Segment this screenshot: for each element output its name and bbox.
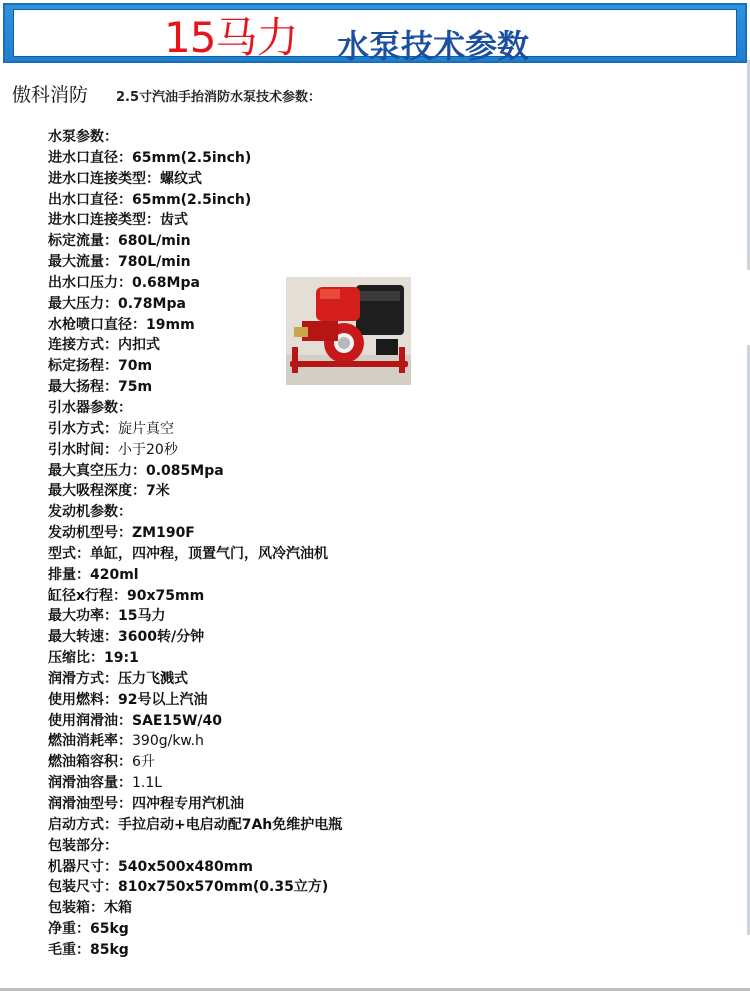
- spec-value: 木箱: [104, 900, 132, 917]
- spec-value: 四冲程专用汽机油: [132, 796, 244, 812]
- spec-label: 包装箱：: [48, 900, 104, 917]
- spec-row: [48, 940, 342, 961]
- spec-row: [48, 731, 342, 752]
- spec-label: 连接方式：: [48, 337, 118, 354]
- spec-value: 70m: [118, 358, 153, 375]
- spec-label: 燃油箱容积：: [48, 754, 132, 771]
- spec-row: [48, 461, 342, 482]
- spec-row: [48, 565, 342, 586]
- spec-label: 最大转速：: [48, 629, 118, 646]
- spec-label: 引水时间：: [48, 441, 118, 458]
- spec-row: [48, 752, 342, 773]
- spec-label: 标定扬程：: [48, 358, 118, 375]
- spec-label: 进水口连接类型：: [48, 212, 160, 229]
- spec-row: [48, 919, 342, 940]
- spec-row: [48, 669, 342, 690]
- spec-label: 压缩比：: [48, 650, 104, 667]
- spec-label: 燃油消耗率：: [48, 733, 132, 750]
- spec-row: [48, 606, 342, 627]
- shop-name: 傲科消防: [12, 84, 89, 106]
- spec-value: 6升: [132, 754, 155, 771]
- spec-label: 水枪喷口直径：: [48, 316, 146, 333]
- spec-value: 齿式: [160, 212, 188, 229]
- spec-row: [48, 857, 342, 878]
- header-banner: [3, 3, 747, 63]
- spec-value: 85kg: [90, 941, 129, 958]
- spec-value: 65kg: [90, 921, 129, 938]
- spec-value: 压力飞溅式: [118, 670, 188, 687]
- spec-label: 最大吸程深度：: [48, 483, 146, 500]
- spec-label: 水泵参数：: [48, 129, 118, 145]
- spec-label: 润滑油容量：: [48, 775, 132, 792]
- spec-row: [48, 481, 342, 502]
- spec-value: 90x75mm: [127, 587, 205, 604]
- spec-label: 使用燃料：: [48, 691, 118, 708]
- spec-row: [48, 815, 342, 836]
- spec-value: 0.78Mpa: [118, 295, 186, 312]
- spec-label: 润滑油型号：: [48, 796, 132, 812]
- spec-label: 最大真空压力：: [48, 462, 146, 479]
- spec-label: 出水口直径：: [48, 191, 132, 208]
- spec-row: [48, 190, 342, 211]
- spec-value: 19mm: [146, 316, 195, 333]
- spec-row: [48, 419, 342, 440]
- spec-value: 680L/min: [118, 233, 191, 250]
- spec-label: 机器尺寸：: [48, 858, 118, 875]
- fire-pump-image: [286, 277, 411, 385]
- spec-label: 使用润滑油：: [48, 712, 132, 729]
- spec-label: 出水口压力：: [48, 274, 132, 291]
- spec-row: [48, 252, 342, 273]
- spec-value: 内扣式: [118, 337, 160, 354]
- spec-value: 螺纹式: [160, 170, 202, 187]
- spec-row: [48, 711, 342, 732]
- spec-label: 润滑方式：: [48, 670, 118, 687]
- spec-label: 引水方式：: [48, 420, 118, 437]
- spec-label: 标定流量：: [48, 233, 118, 250]
- spec-label: 发动机型号：: [48, 525, 132, 542]
- spec-row: [48, 690, 342, 711]
- spec-label: 缸径x行程：: [48, 587, 128, 604]
- spec-subtitle: 2.5寸汽油手抬消防水泵技术参数：: [116, 90, 322, 105]
- spec-value: 420ml: [90, 566, 139, 583]
- spec-label: 启动方式：: [48, 816, 118, 833]
- spec-value: 65mm(2.5inch): [132, 191, 252, 208]
- spec-row: [48, 502, 342, 523]
- spec-value: 92号以上汽油: [118, 691, 208, 708]
- spec-row: [48, 148, 342, 169]
- spec-label: 最大功率：: [48, 608, 118, 625]
- spec-value: 65mm(2.5inch): [132, 149, 252, 166]
- spec-label: 最大扬程：: [48, 379, 118, 396]
- spec-value: 540x500x480mm: [118, 858, 253, 875]
- title-pump-specs: 水泵技术参数: [337, 27, 530, 65]
- pump-photo: [286, 277, 411, 385]
- spec-label: 排量：: [48, 566, 90, 583]
- spec-label: 引水器参数：: [48, 399, 132, 416]
- spec-row: [48, 898, 342, 919]
- spec-row: [48, 210, 342, 231]
- spec-label: 型式：: [48, 545, 90, 562]
- spec-value: 390g/kw.h: [132, 733, 204, 750]
- spec-value: 19:1: [104, 650, 139, 667]
- spec-row: [48, 877, 342, 898]
- spec-value: 小于20秒: [118, 441, 178, 458]
- spec-value: 780L/min: [118, 254, 191, 271]
- spec-value: 810x750x570mm(0.35立方): [118, 879, 329, 896]
- spec-label: 包装部分：: [48, 837, 118, 854]
- spec-row: [48, 169, 342, 190]
- spec-label: 进水口直径：: [48, 149, 132, 166]
- spec-row: [48, 440, 342, 461]
- header-inner-panel: [13, 9, 737, 65]
- spec-value: 手拉启动+电启动配7Ah免维护电瓶: [118, 816, 343, 833]
- spec-row: [48, 127, 342, 148]
- spec-label: 进水口连接类型：: [48, 170, 160, 187]
- spec-value: 7米: [146, 483, 170, 500]
- spec-value: 0.085Mpa: [146, 462, 224, 479]
- spec-row: [48, 231, 342, 252]
- title-horsepower: 15马力: [164, 13, 298, 62]
- bottom-rule: [0, 988, 750, 991]
- spec-row: [48, 398, 342, 419]
- spec-row: [48, 773, 342, 794]
- spec-row: [48, 794, 342, 815]
- spec-row: [48, 544, 342, 565]
- spec-row: [48, 627, 342, 648]
- spec-value: 75m: [118, 379, 153, 396]
- spec-row: [48, 836, 342, 857]
- spec-value: 0.68Mpa: [132, 274, 200, 291]
- spec-list: [48, 127, 342, 961]
- spec-row: [48, 648, 342, 669]
- spec-label: 最大流量：: [48, 254, 118, 271]
- spec-label: 包装尺寸：: [48, 879, 118, 896]
- spec-value: 15马力: [118, 608, 166, 625]
- spec-label: 净重：: [48, 921, 90, 938]
- spec-label: 毛重：: [48, 941, 90, 958]
- spec-row: [48, 586, 342, 607]
- spec-row: [48, 523, 342, 544]
- spec-value: 1.1L: [132, 775, 163, 792]
- spec-value: SAE15W/40: [132, 712, 223, 729]
- spec-value: 旋片真空: [118, 420, 174, 437]
- spec-label: 最大压力：: [48, 295, 118, 312]
- spec-label: 发动机参数：: [48, 504, 132, 521]
- spec-value: 单缸，四冲程，顶置气门，风冷汽油机: [90, 545, 328, 562]
- spec-value: ZM190F: [132, 525, 195, 542]
- spec-value: 3600转/分钟: [118, 629, 205, 646]
